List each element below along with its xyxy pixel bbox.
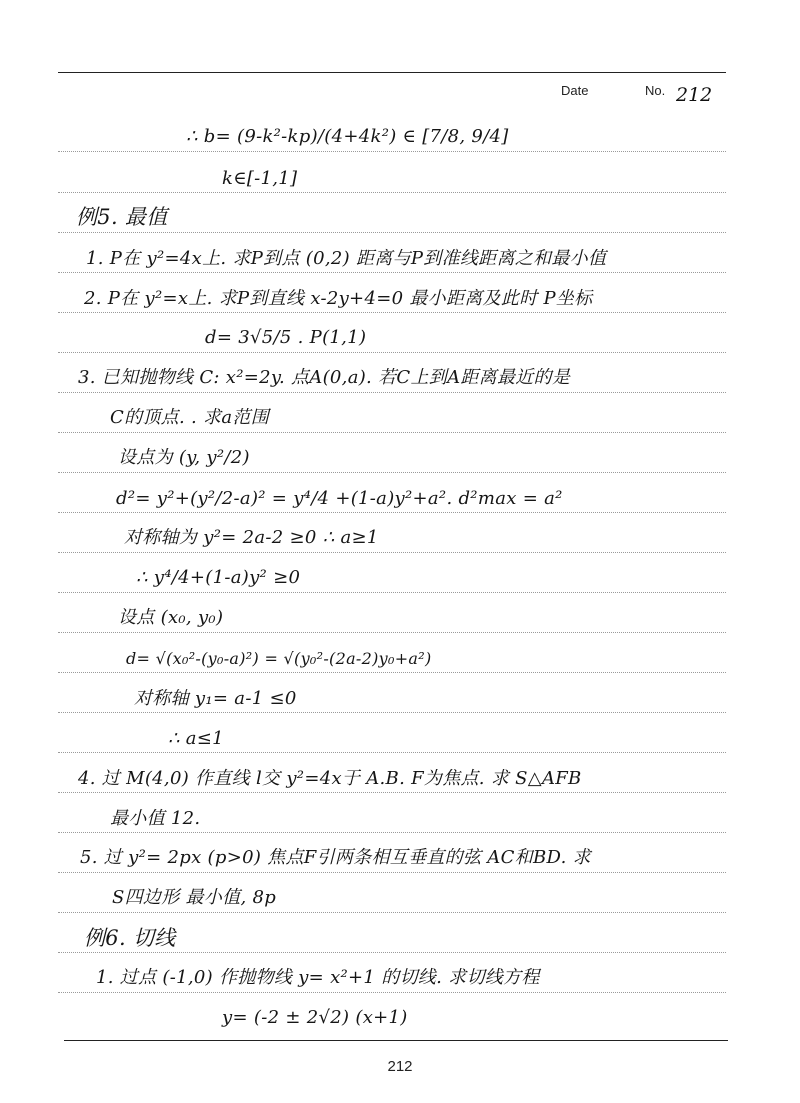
ruled-line [58,232,726,233]
note-line: 1. P在 y²=4x上. 求P到点 (0,2) 距离与P到准线距离之和最小值 [86,248,607,269]
note-line: 对称轴 y₁= a-1 ≤0 [134,688,297,709]
page-number: 212 [387,1058,413,1075]
ruled-line [58,672,726,673]
ruled-line [58,752,726,753]
ruled-line [58,312,726,313]
date-label: Date [561,83,589,98]
ruled-line [58,872,726,873]
note-line: d= √(x₀²-(y₀-a)²) = √(y₀²-(2a-2)y₀+a²) [126,649,432,668]
ruled-line [58,392,726,393]
note-line: C的顶点. . 求a范围 [110,407,269,428]
ruled-line [58,352,726,353]
ruled-line [58,952,726,953]
note-line: 最小值 12. [110,808,201,829]
ruled-line [58,992,726,993]
note-line: 2. P在 y²=x上. 求P到直线 x-2y+4=0 最小距离及此时 P坐标 [84,288,593,309]
section-heading: 例6. 切线 [84,926,176,950]
note-line: ∴ y⁴/4+(1-a)y² ≥0 [136,567,301,588]
ruled-line [58,432,726,433]
ruled-line [58,472,726,473]
header-rule [58,72,726,73]
note-line: 5. 过 y²= 2px (p>0) 焦点F引两条相互垂直的弦 AC和BD. 求 [80,847,591,868]
footer-rule [64,1040,728,1041]
note-line: ∴ a≤1 [168,728,224,749]
ruled-line [58,512,726,513]
ruled-line [58,272,726,273]
note-line: S四边形 最小值, 8p [112,887,277,908]
number-label: No. [645,83,666,98]
ruled-line [58,912,726,913]
note-line: 设点为 (y, y²/2) [118,447,250,468]
ruled-line [58,151,726,152]
note-line: 3. 已知抛物线 C: x²=2y. 点A(0,a). 若C上到A距离最近的是 [78,367,571,388]
ruled-line [58,792,726,793]
note-line: 设点 (x₀, y₀) [118,607,224,628]
ruled-line [58,192,726,193]
note-line: d= 3√5/5 . P(1,1) [205,327,367,348]
section-heading: 例5. 最值 [76,205,168,229]
ruled-line [58,832,726,833]
note-line: 4. 过 M(4,0) 作直线 l交 y²=4x于 A.B. F为焦点. 求 S△AFB [78,768,582,789]
note-line: 1. 过点 (-1,0) 作抛物线 y= x²+1 的切线. 求切线方程 [96,967,540,988]
note-line: 对称轴为 y²= 2a-2 ≥0 ∴ a≥1 [124,527,379,548]
ruled-line [58,712,726,713]
ruled-line [58,592,726,593]
ruled-line [58,552,726,553]
handwritten-page-number: 212 [676,84,713,106]
note-line: y= (-2 ± 2√2) (x+1) [222,1007,408,1028]
note-line: ∴ b= (9-k²-kp)/(4+4k²) ∈ [7/8, 9/4] [186,126,509,147]
note-line: d²= y²+(y²/2-a)² = y⁴/4 +(1-a)y²+a². d²max = a² [116,488,563,509]
ruled-line [58,632,726,633]
note-line: k∈[-1,1] [222,168,298,189]
